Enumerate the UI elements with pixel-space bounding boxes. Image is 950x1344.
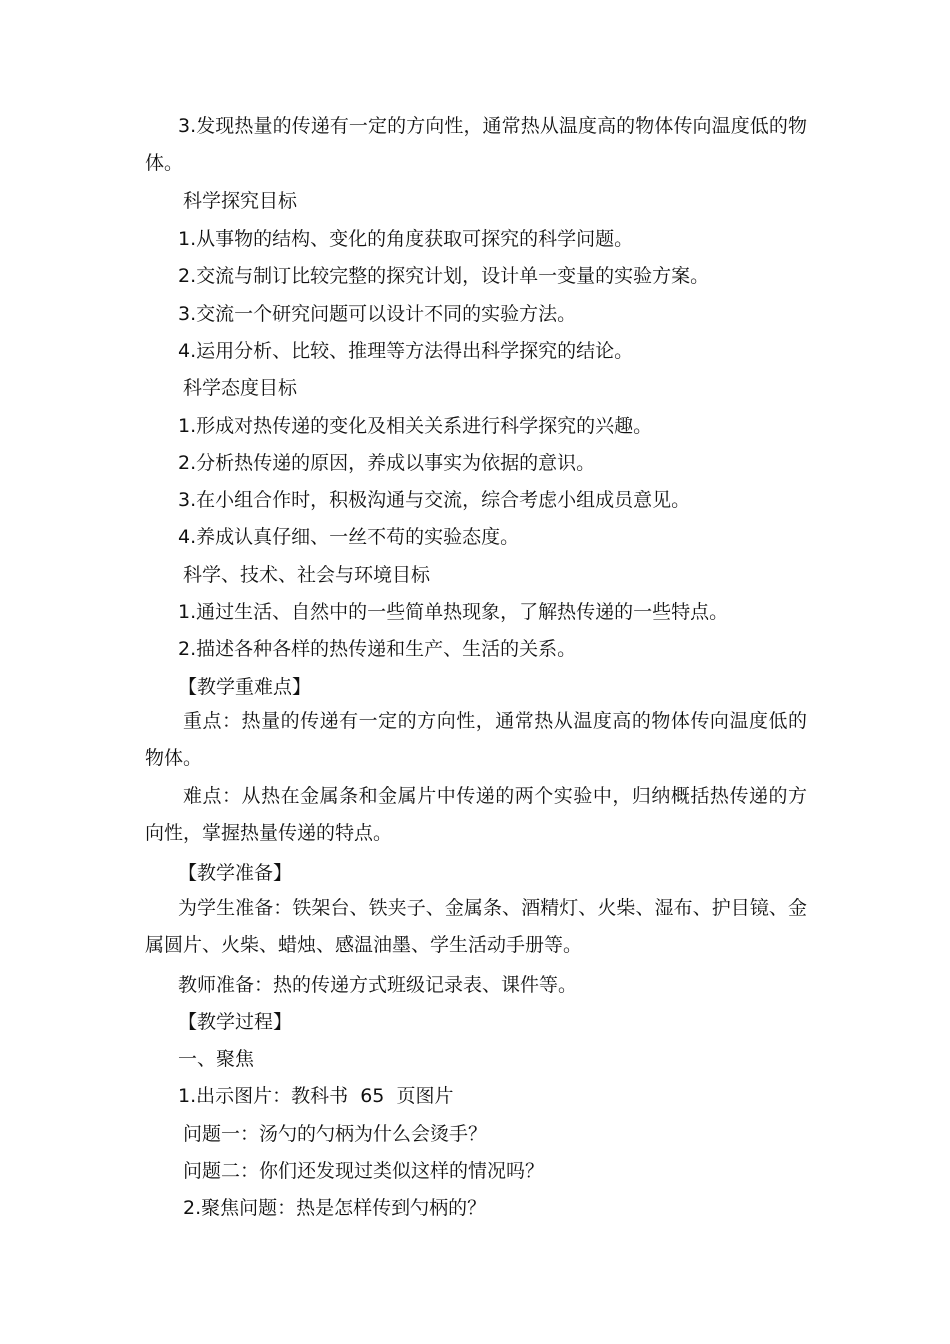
- focus-question: 2.聚焦问题：热是怎样传到勺柄的？: [183, 1197, 487, 1219]
- heading-key-points: 【教学重难点】: [178, 676, 312, 698]
- goal-paragraph-3: 3.发现热量的传递有一定的方向性，通常热从温度高的物体传向温度低的物体。: [145, 115, 807, 174]
- attitude-item-1: 1.形成对热传递的变化及相关关系进行科学探究的兴趣。: [178, 415, 653, 437]
- student-preparation: 为学生准备：铁架台、铁夹子、金属条、酒精灯、火柴、湿布、护目镜、金属圆片、火柴、蜡烛、感温油墨、学生活动手册等。: [145, 897, 807, 956]
- heading-process: 【教学过程】: [178, 1011, 293, 1033]
- inquiry-item-3: 3.交流一个研究问题可以设计不同的实验方法。: [178, 303, 577, 325]
- process-step-focus: 一、聚焦: [178, 1048, 255, 1070]
- heading-inquiry-goals: 科学探究目标: [183, 190, 298, 212]
- show-picture-item: 1.出示图片：教科书 65 页图片: [178, 1085, 454, 1107]
- question-2: 问题二：你们还发现过类似这样的情况吗？: [183, 1160, 545, 1182]
- sts-item-2: 2.描述各种各样的热传递和生产、生活的关系。: [178, 638, 577, 660]
- attitude-item-2: 2.分析热传递的原因，养成以事实为依据的意识。: [178, 452, 596, 474]
- difficult-point: 难点：从热在金属条和金属片中传递的两个实验中，归纳概括热传递的方向性，掌握热量传递的特点。: [145, 785, 807, 844]
- key-point: 重点：热量的传递有一定的方向性，通常热从温度高的物体传向温度低的物体。: [145, 710, 807, 769]
- attitude-item-3: 3.在小组合作时，积极沟通与交流，综合考虑小组成员意见。: [178, 489, 691, 511]
- heading-sts-goals: 科学、技术、社会与环境目标: [183, 564, 431, 586]
- teacher-preparation: 教师准备：热的传递方式班级记录表、课件等。: [178, 974, 578, 996]
- heading-attitude-goals: 科学态度目标: [183, 377, 298, 399]
- inquiry-item-1: 1.从事物的结构、变化的角度获取可探究的科学问题。: [178, 228, 634, 250]
- heading-preparation: 【教学准备】: [178, 862, 293, 884]
- attitude-item-4: 4.养成认真仔细、一丝不苟的实验态度。: [178, 526, 520, 548]
- inquiry-item-2: 2.交流与制订比较完整的探究计划，设计单一变量的实验方案。: [178, 265, 710, 287]
- inquiry-item-4: 4.运用分析、比较、推理等方法得出科学探究的结论。: [178, 340, 634, 362]
- question-1: 问题一：汤勺的勺柄为什么会烫手？: [183, 1123, 488, 1145]
- sts-item-1: 1.通过生活、自然中的一些简单热现象，了解热传递的一些特点。: [178, 601, 729, 623]
